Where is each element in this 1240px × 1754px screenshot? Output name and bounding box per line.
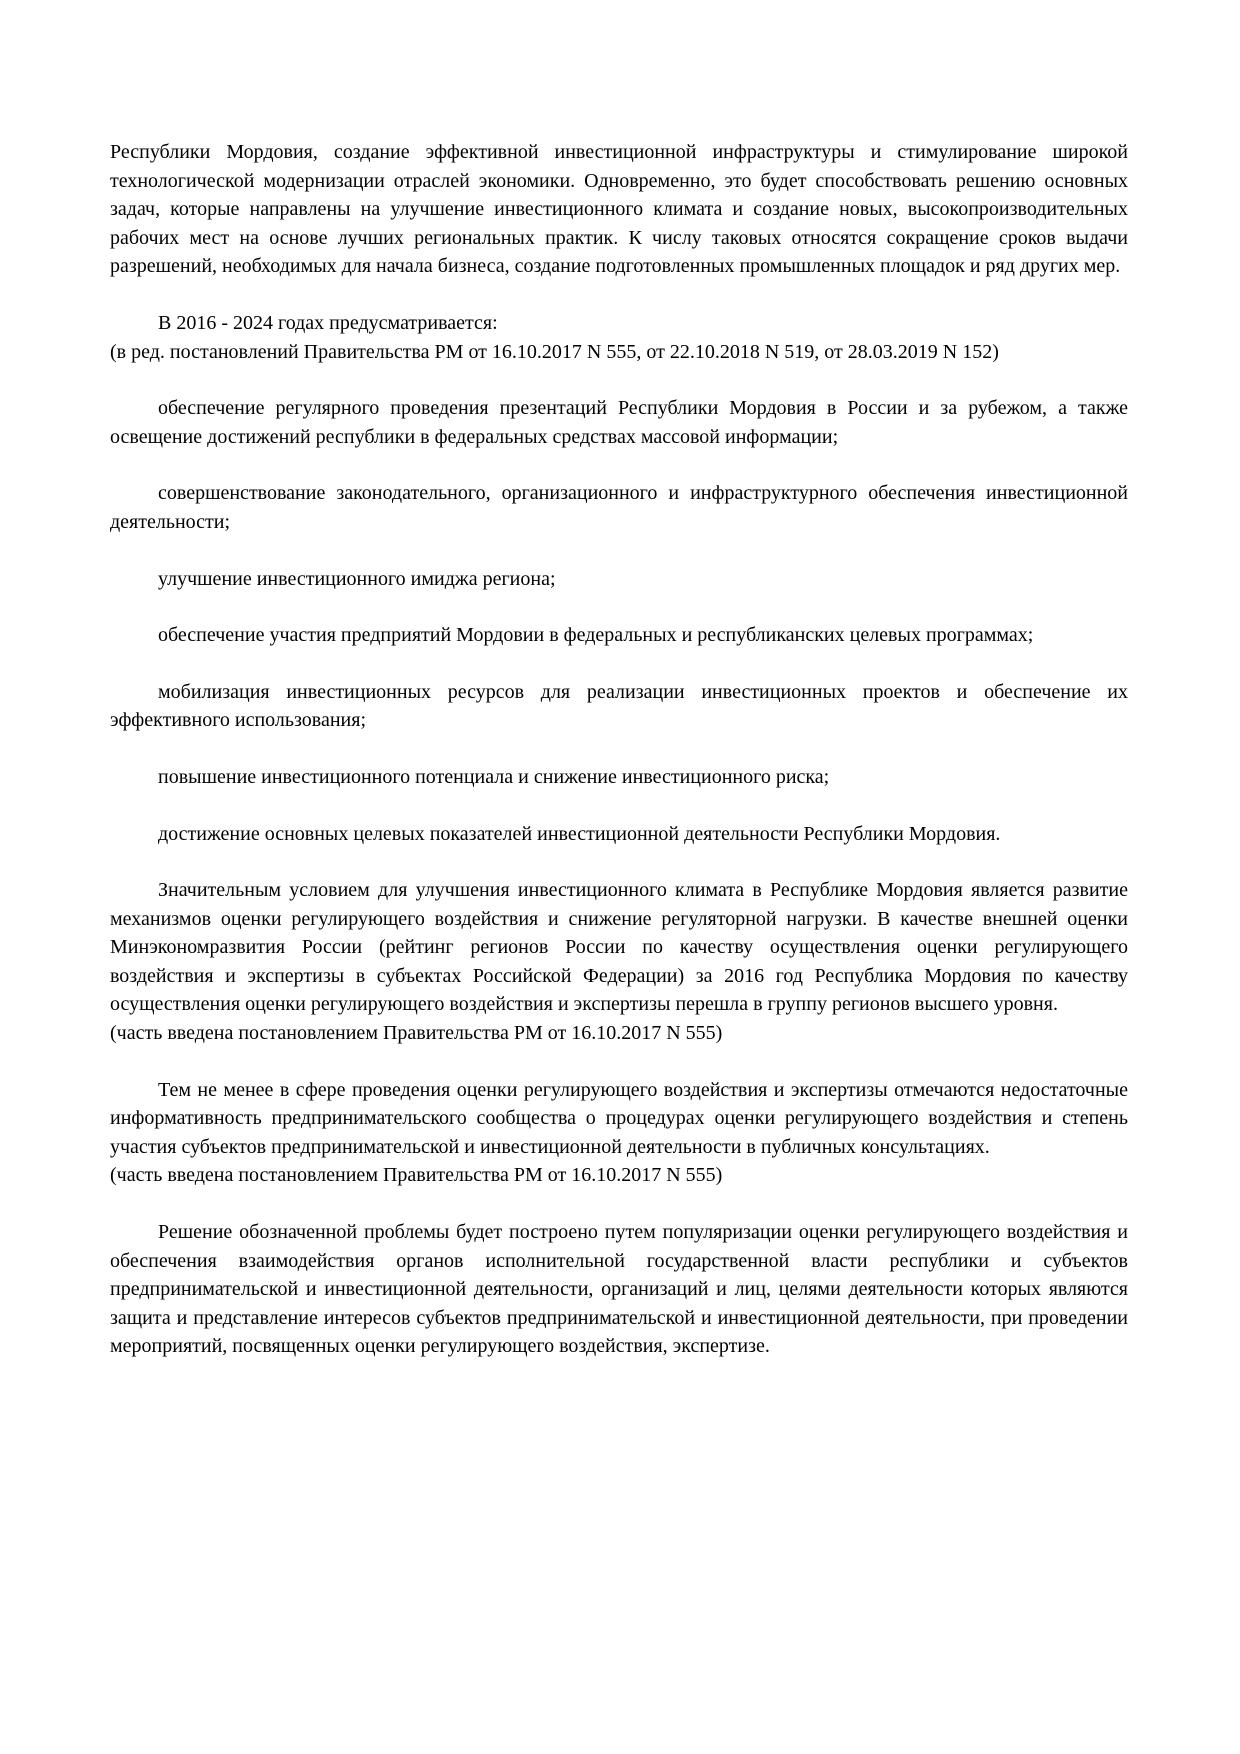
paragraph-plan-years: В 2016 - 2024 годах предусматривается:: [158, 311, 498, 334]
list-item-goal-6: повышение инвестиционного потенциала и снижение инвестиционного риска;: [158, 765, 830, 788]
list-item-goal-7: достижение основных целевых показателей инвестиционной деятельности Республики Мордовия.: [158, 822, 1001, 845]
amendment-note-3: (часть введена постановлением Правительства РМ от 16.10.2017 N 555): [110, 1164, 723, 1187]
amendment-note-2: (часть введена постановлением Правительства РМ от 16.10.2017 N 555): [110, 1022, 723, 1045]
list-item-goal-4: обеспечение участия предприятий Мордовии в федеральных и республиканских целевых программах;: [158, 624, 1034, 647]
amendment-note-1: (в ред. постановлений Правительства РМ от 16.10.2017 N 555, от 22.10.2018 N 519, от 28.03.2019 N 152): [110, 340, 999, 363]
list-item-goal-1: обеспечение регулярного проведения презентаций Республики Мордовия в России и за рубежом, а также освещение достижений республики в федеральных средствах массовой информации;: [110, 397, 1128, 448]
paragraph-regulatory-issues: Тем не менее в сфере проведения оценки регулирующего воздействия и экспертизы отмечаются недостаточные информативность предпринимательского сообщества о процедурах оценки регулирующего воздействия и степень участия субъектов предпринимательской и инвестиционной деятельности в публичных консультациях.: [110, 1078, 1128, 1158]
paragraph-regulatory-assessment: Значительным условием для улучшения инвестиционного климата в Республике Мордовия является развитие механизмов оценки регулирующего воздействия и снижение регуляторной нагрузки. В качестве внешней оценки Минэкономразвития России (рейтинг регионов России по качеству осуществления оценки регулирующего воздействия и экспертизы в субъектах Российской Федерации) за 2016 год Республика Мордовия по качеству осуществления оценки регулирующего воздействия и экспертизы перешла в группу регионов высшего уровня.: [110, 879, 1128, 1016]
list-item-goal-5: мобилизация инвестиционных ресурсов для реализации инвестиционных проектов и обеспечение их эффективного использования;: [110, 680, 1128, 732]
list-item-goal-3: улучшение инвестиционного имиджа региона;: [158, 567, 556, 590]
paragraph-continuation: Республики Мордовия, создание эффективной инвестиционной инфраструктуры и стимулирование широкой технологической модернизации отраслей экономики. Одновременно, это будет способствовать решению основных задач, которые направлены на улучшение инвестиционного климата и создание новых, высокопроизводительных рабочих мест на основе лучших региональных практик. К числу таковых относятся сокращение сроков выдачи разрешений, необходимых для начала бизнеса, создание подготовленных промышленных площадок и ряд других мер.: [110, 141, 1128, 278]
list-item-goal-2: совершенствование законодательного, организационного и инфраструктурного обеспечения инвестиционной деятельности;: [110, 482, 1128, 533]
paragraph-solution: Решение обозначенной проблемы будет построено путем популяризации оценки регулирующего воздействия и обеспечения взаимодействия органов исполнительной государственной власти республики и субъектов предпринимательской и инвестиционной деятельности, организаций и лиц, целями деятельности которых являются защита и представление интересов субъектов предпринимательской и инвестиционной деятельности, при проведении мероприятий, посвященных оценки регулирующего воздействия, экспертизе.: [110, 1221, 1128, 1358]
